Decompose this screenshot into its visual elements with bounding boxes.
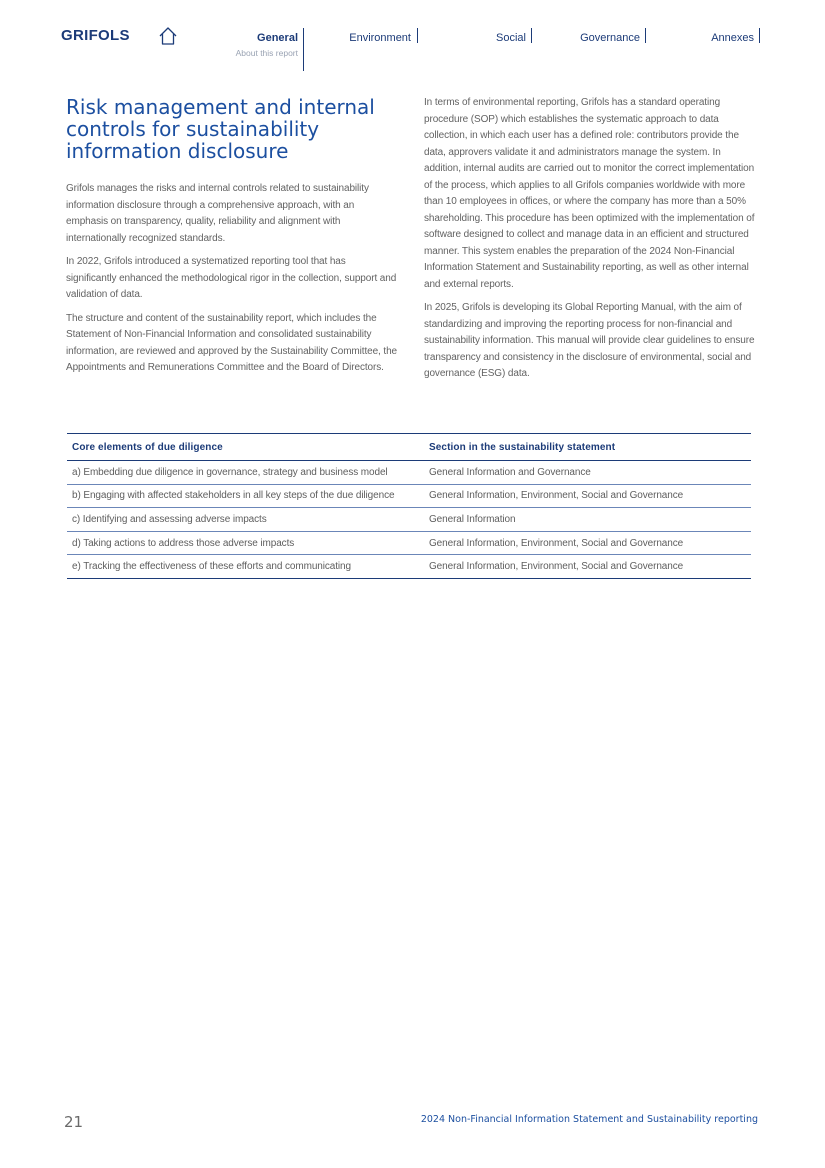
table-cell: b) Engaging with affected stakeholders in all key steps of the due diligence [67,484,424,508]
table-cell: General Information, Environment, Social and Governance [424,531,751,555]
table-row [67,461,751,485]
table-cell: e) Tracking the effectiveness of these efforts and communicating [67,555,424,579]
page-number: 21 [64,1113,84,1131]
nav-general[interactable]: General [257,32,298,44]
home-icon[interactable] [158,26,178,46]
nav-divider [417,28,418,43]
page-title: Risk management and internal controls for sustainability information disclosure [66,95,375,163]
table-row [67,531,751,555]
table-header-row [67,434,751,461]
table-cell: c) Identifying and assessing adverse impacts [67,508,424,532]
table-cell: d) Taking actions to address those adverse impacts [67,531,424,555]
nav-divider [531,28,532,43]
nav-governance[interactable]: Governance [580,32,640,44]
table-cell: a) Embedding due diligence in governance, strategy and business model [67,461,424,485]
nav-divider [303,28,304,71]
nav-environment[interactable]: Environment [349,32,411,44]
nav-social[interactable]: Social [496,32,526,44]
due-diligence-table [67,433,751,579]
grifols-logo[interactable]: GRIFOLS [61,27,130,44]
nav-divider [645,28,646,43]
right-text-column [424,95,756,390]
table-cell: General Information, Environment, Social and Governance [424,555,751,579]
footer-report-title: 2024 Non-Financial Information Statement and Sustainability reporting [420,1114,758,1125]
table-cell: General Information and Governance [424,461,751,485]
paragraph: In terms of environmental reporting, Grifols has a standard operating procedure (SOP) which establishes the systematic approach to data collection, in which each user has a defined role: contributors provide the data, approvers validate it and administrators manage the system. In addition, internal audits are carried out to monitor the correct implementation of the process, which applies to all Grifols companies worldwide with more than 10 employees in offices, or where the company has more than a 50% shareholding. This procedure has been optimized with the implementation of software designed to collect and manage data in an efficient and structured manner. This system enables the preparation of the 2024 Non-Financial Information Statement and Sustainability reporting, as well as other internal and external reports. [424,97,755,290]
table-header-cell: Section in the sustainability statement [424,434,751,461]
table-cell: General Information [424,508,751,532]
paragraph: The structure and content of the sustainability report, which includes the Statement of Non-Financial Information and consolidated sustainability information, are reviewed and approved by the Sustainability Committee, the Appointments and Remunerations Committee and the Board of Directors. [66,312,398,373]
paragraph: In 2025, Grifols is developing its Global Reporting Manual, with the aim of standardizing and improving the reporting process for non-financial and sustainability information. This manual will provide clear guidelines to ensure transparency and consistency in the disclosure of environmental, social and governance (ESG) data. [424,302,755,379]
table-header-cell: Core elements of due diligence [67,434,424,461]
table-row [67,484,751,508]
nav-annexes[interactable]: Annexes [711,32,754,44]
nav-divider [759,28,760,43]
table-cell: General Information, Environment, Social and Governance [424,484,751,508]
paragraph: Grifols manages the risks and internal controls related to sustainability information disclosure through a comprehensive approach, with an emphasis on transparency, quality, reliability and alignment with internationally recognized standards. [66,183,369,244]
nav-general-subtitle[interactable]: About this report [235,48,298,58]
table-row [67,508,751,532]
left-text-column [66,181,398,384]
paragraph: In 2022, Grifols introduced a systematized reporting tool that has significantly enhanced the methodological rigor in the collection, support and validation of data. [66,256,397,300]
table-row [67,555,751,579]
